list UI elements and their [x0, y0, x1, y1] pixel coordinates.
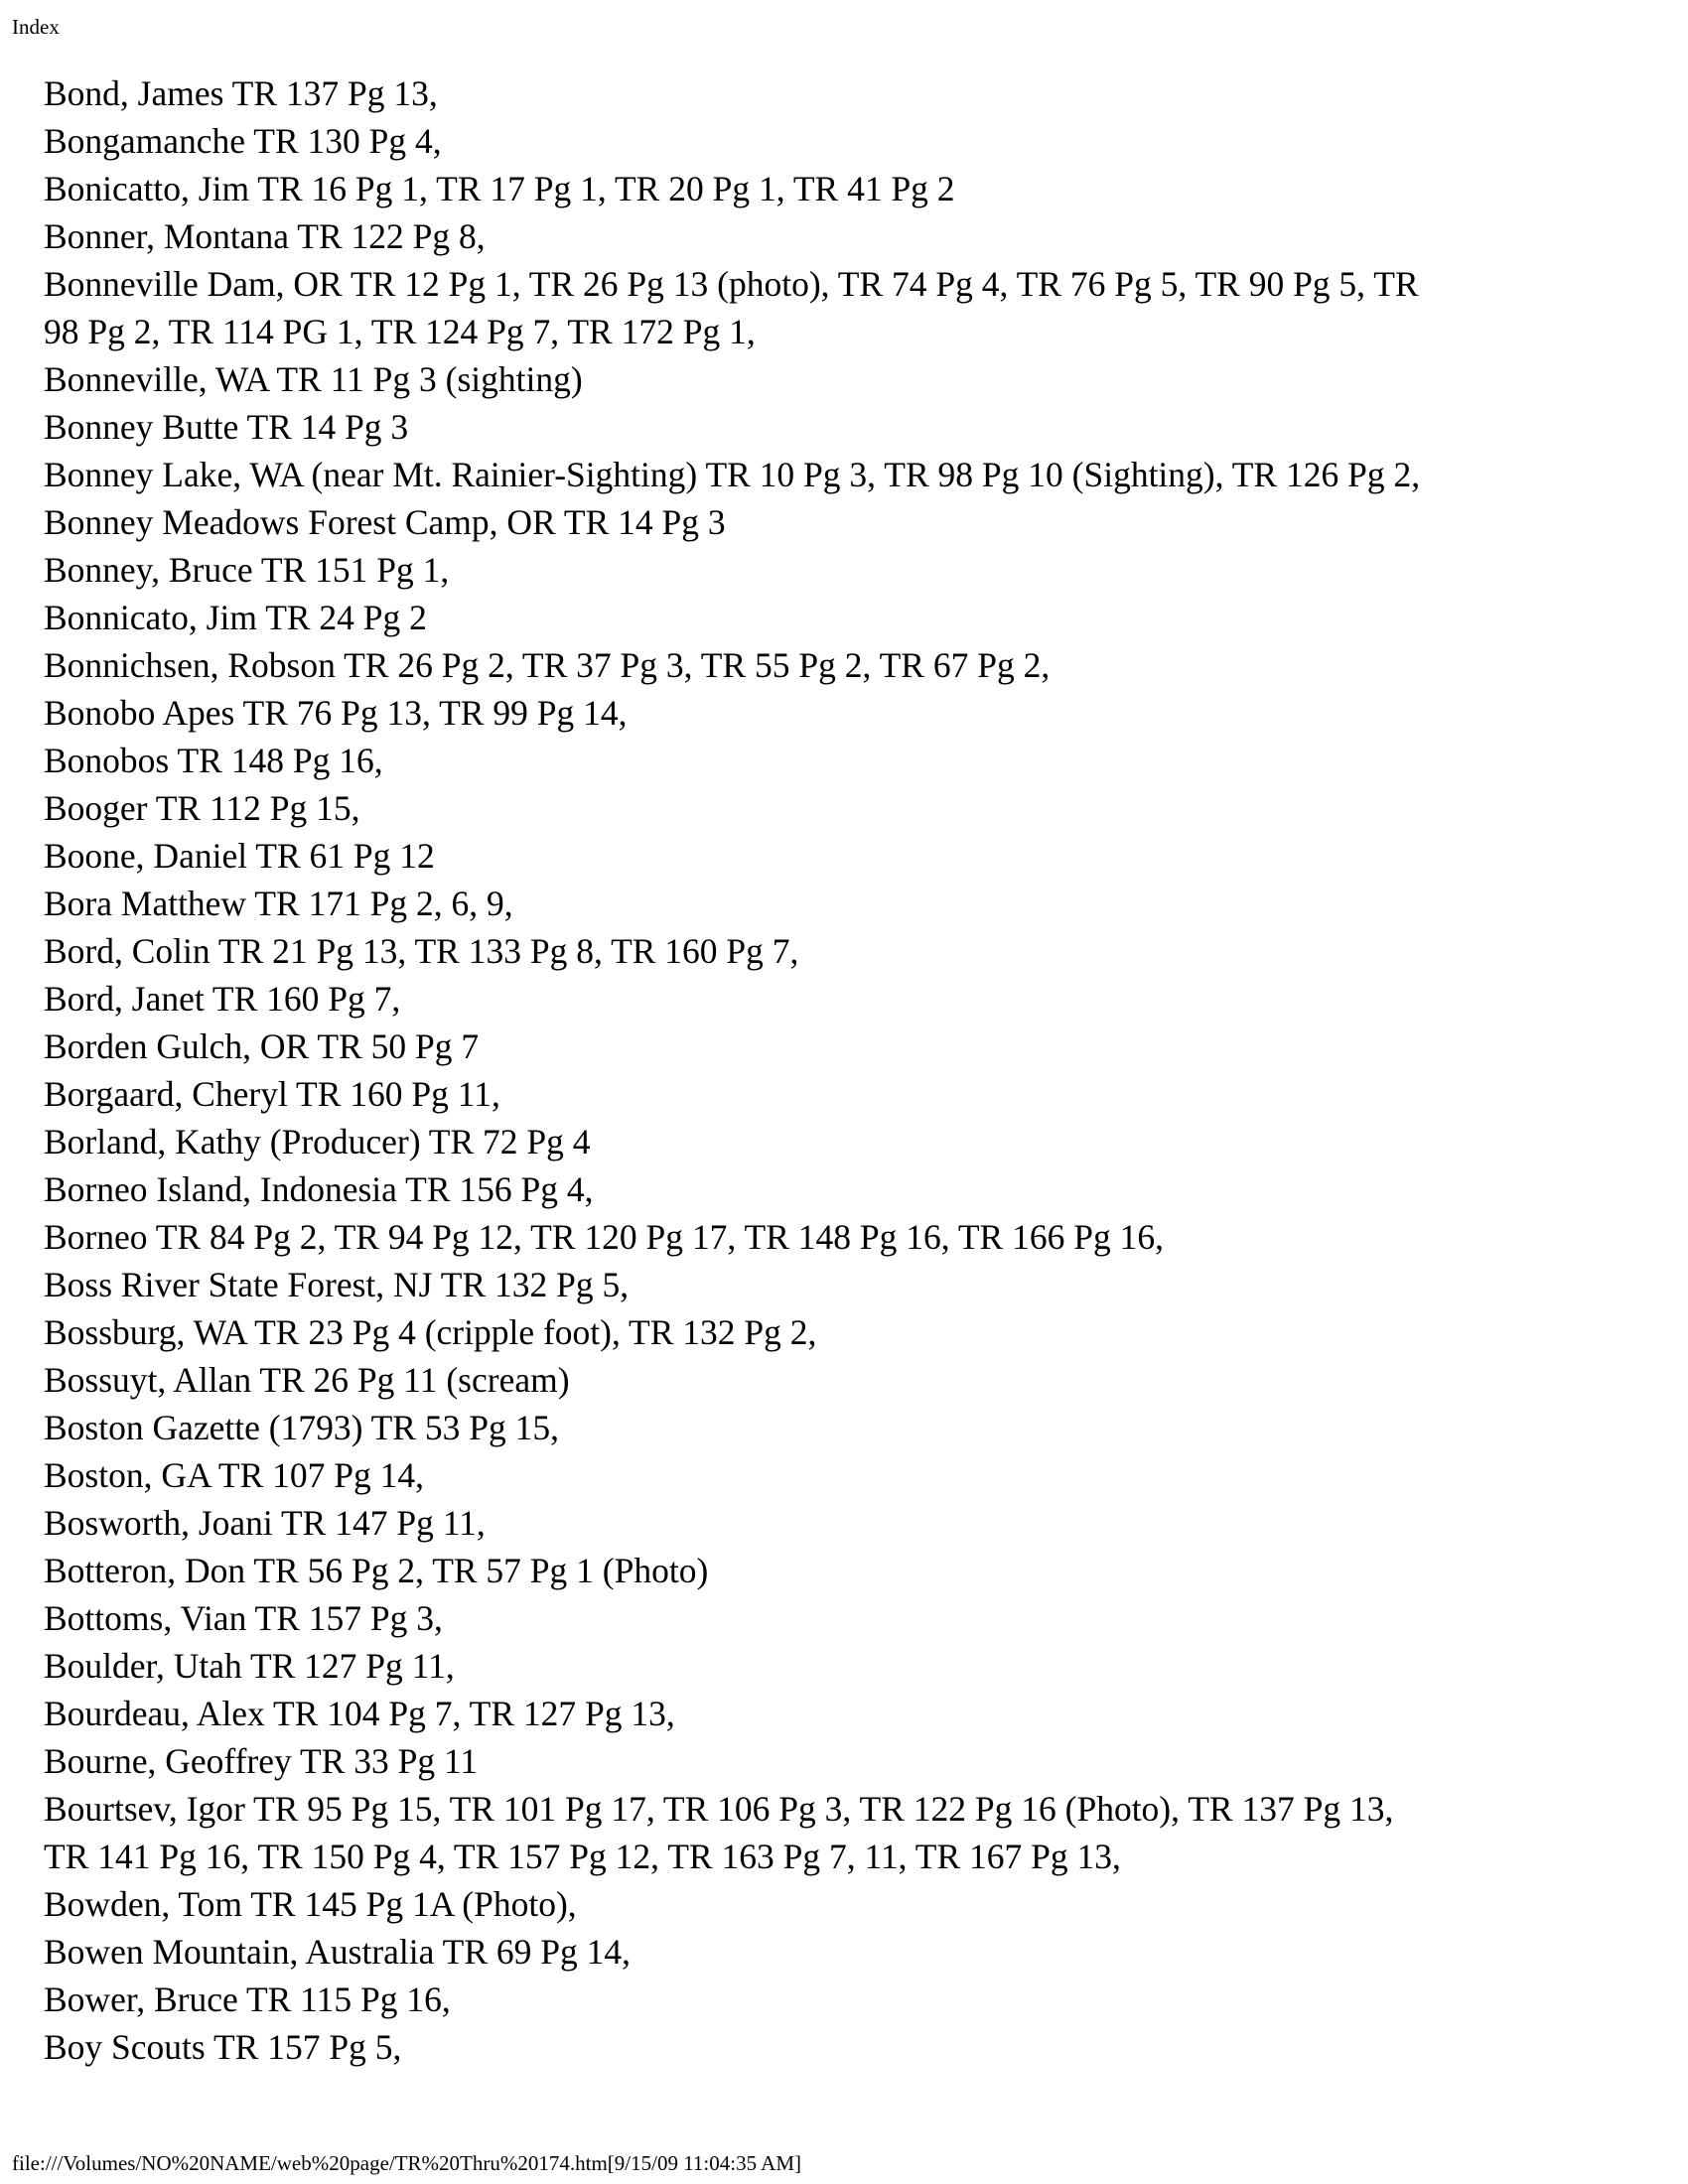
index-entry: Boone, Daniel TR 61 Pg 12 — [44, 836, 435, 876]
index-entry: Boston Gazette (1793) TR 53 Pg 15, — [44, 1408, 559, 1447]
index-entry: Bowden, Tom TR 145 Pg 1A (Photo), — [44, 1884, 577, 1924]
index-entry: Bonney, Bruce TR 151 Pg 1, — [44, 550, 450, 590]
index-entry: Bord, Janet TR 160 Pg 7, — [44, 979, 401, 1019]
index-entry: Boulder, Utah TR 127 Pg 11, — [44, 1646, 455, 1686]
index-entry: Bonney Lake, WA (near Mt. Rainier-Sighting) TR 10 Pg 3, TR 98 Pg 10 (Sighting), TR 126 Pg 2, — [44, 455, 1421, 494]
index-entry: Boy Scouts TR 157 Pg 5, — [44, 2027, 402, 2067]
index-entry: Borgaard, Cheryl TR 160 Pg 11, — [44, 1074, 500, 1114]
index-list — [44, 69, 1632, 2071]
index-entry: Bourdeau, Alex TR 104 Pg 7, TR 127 Pg 13, — [44, 1694, 675, 1733]
index-entry: Bonneville Dam, OR TR 12 Pg 1, TR 26 Pg 13 (photo), TR 74 Pg 4, TR 76 Pg 5, TR 90 Pg 5, TR — [44, 264, 1419, 304]
index-entry: Bossburg, WA TR 23 Pg 4 (cripple foot), TR 132 Pg 2, — [44, 1312, 817, 1352]
index-entry: Bourne, Geoffrey TR 33 Pg 11 — [44, 1741, 479, 1781]
index-entry: Bord, Colin TR 21 Pg 13, TR 133 Pg 8, TR 160 Pg 7, — [44, 931, 799, 971]
index-entry: Bonner, Montana TR 122 Pg 8, — [44, 216, 486, 256]
index-entry: Borland, Kathy (Producer) TR 72 Pg 4 — [44, 1122, 591, 1161]
index-entry: Bonney Meadows Forest Camp, OR TR 14 Pg 3 — [44, 502, 726, 542]
index-entry: Boston, GA TR 107 Pg 14, — [44, 1455, 425, 1495]
index-entry: Bongamanche TR 130 Pg 4, — [44, 121, 442, 161]
index-entry: Borden Gulch, OR TR 50 Pg 7 — [44, 1026, 480, 1066]
index-entry: Bossuyt, Allan TR 26 Pg 11 (scream) — [44, 1360, 570, 1400]
index-entry: Bonobo Apes TR 76 Pg 13, TR 99 Pg 14, — [44, 693, 628, 733]
index-entry: Bonneville, WA TR 11 Pg 3 (sighting) — [44, 359, 583, 399]
index-entry: Bonnicato, Jim TR 24 Pg 2 — [44, 598, 427, 637]
index-entry: Bourtsev, Igor TR 95 Pg 15, TR 101 Pg 17, TR 106 Pg 3, TR 122 Pg 16 (Photo), TR 137 Pg 13, — [44, 1789, 1394, 1829]
index-entry: Bonobos TR 148 Pg 16, — [44, 741, 383, 780]
index-entry: Bond, James TR 137 Pg 13, — [44, 73, 438, 113]
index-entry: Bosworth, Joani TR 147 Pg 11, — [44, 1503, 486, 1543]
index-entry: Bottoms, Vian TR 157 Pg 3, — [44, 1598, 443, 1638]
page-header-title: Index — [12, 15, 60, 39]
index-entry: Borneo TR 84 Pg 2, TR 94 Pg 12, TR 120 Pg 17, TR 148 Pg 16, TR 166 Pg 16, — [44, 1217, 1164, 1257]
index-entry: TR 141 Pg 16, TR 150 Pg 4, TR 157 Pg 12, TR 163 Pg 7, 11, TR 167 Pg 13, — [44, 1837, 1121, 1876]
index-entry: 98 Pg 2, TR 114 PG 1, TR 124 Pg 7, TR 172 Pg 1, — [44, 312, 756, 351]
index-entry: Bonnichsen, Robson TR 26 Pg 2, TR 37 Pg 3, TR 55 Pg 2, TR 67 Pg 2, — [44, 645, 1051, 685]
index-entry: Bonney Butte TR 14 Pg 3 — [44, 407, 409, 447]
index-entry: Boss River State Forest, NJ TR 132 Pg 5, — [44, 1265, 630, 1304]
index-entry: Borneo Island, Indonesia TR 156 Pg 4, — [44, 1169, 594, 1209]
page-footer-path: file:///Volumes/NO%20NAME/web%20page/TR%20Thru%20174.htm[9/15/09 11:04:35 AM] — [12, 2151, 802, 2175]
index-entry: Bower, Bruce TR 115 Pg 16, — [44, 1979, 451, 2019]
index-entry: Bonicatto, Jim TR 16 Pg 1, TR 17 Pg 1, TR 20 Pg 1, TR 41 Pg 2 — [44, 169, 955, 208]
index-entry: Bowen Mountain, Australia TR 69 Pg 14, — [44, 1932, 632, 1972]
index-entry: Booger TR 112 Pg 15, — [44, 788, 360, 828]
index-entry: Botteron, Don TR 56 Pg 2, TR 57 Pg 1 (Photo) — [44, 1551, 709, 1590]
index-entry: Bora Matthew TR 171 Pg 2, 6, 9, — [44, 884, 513, 923]
